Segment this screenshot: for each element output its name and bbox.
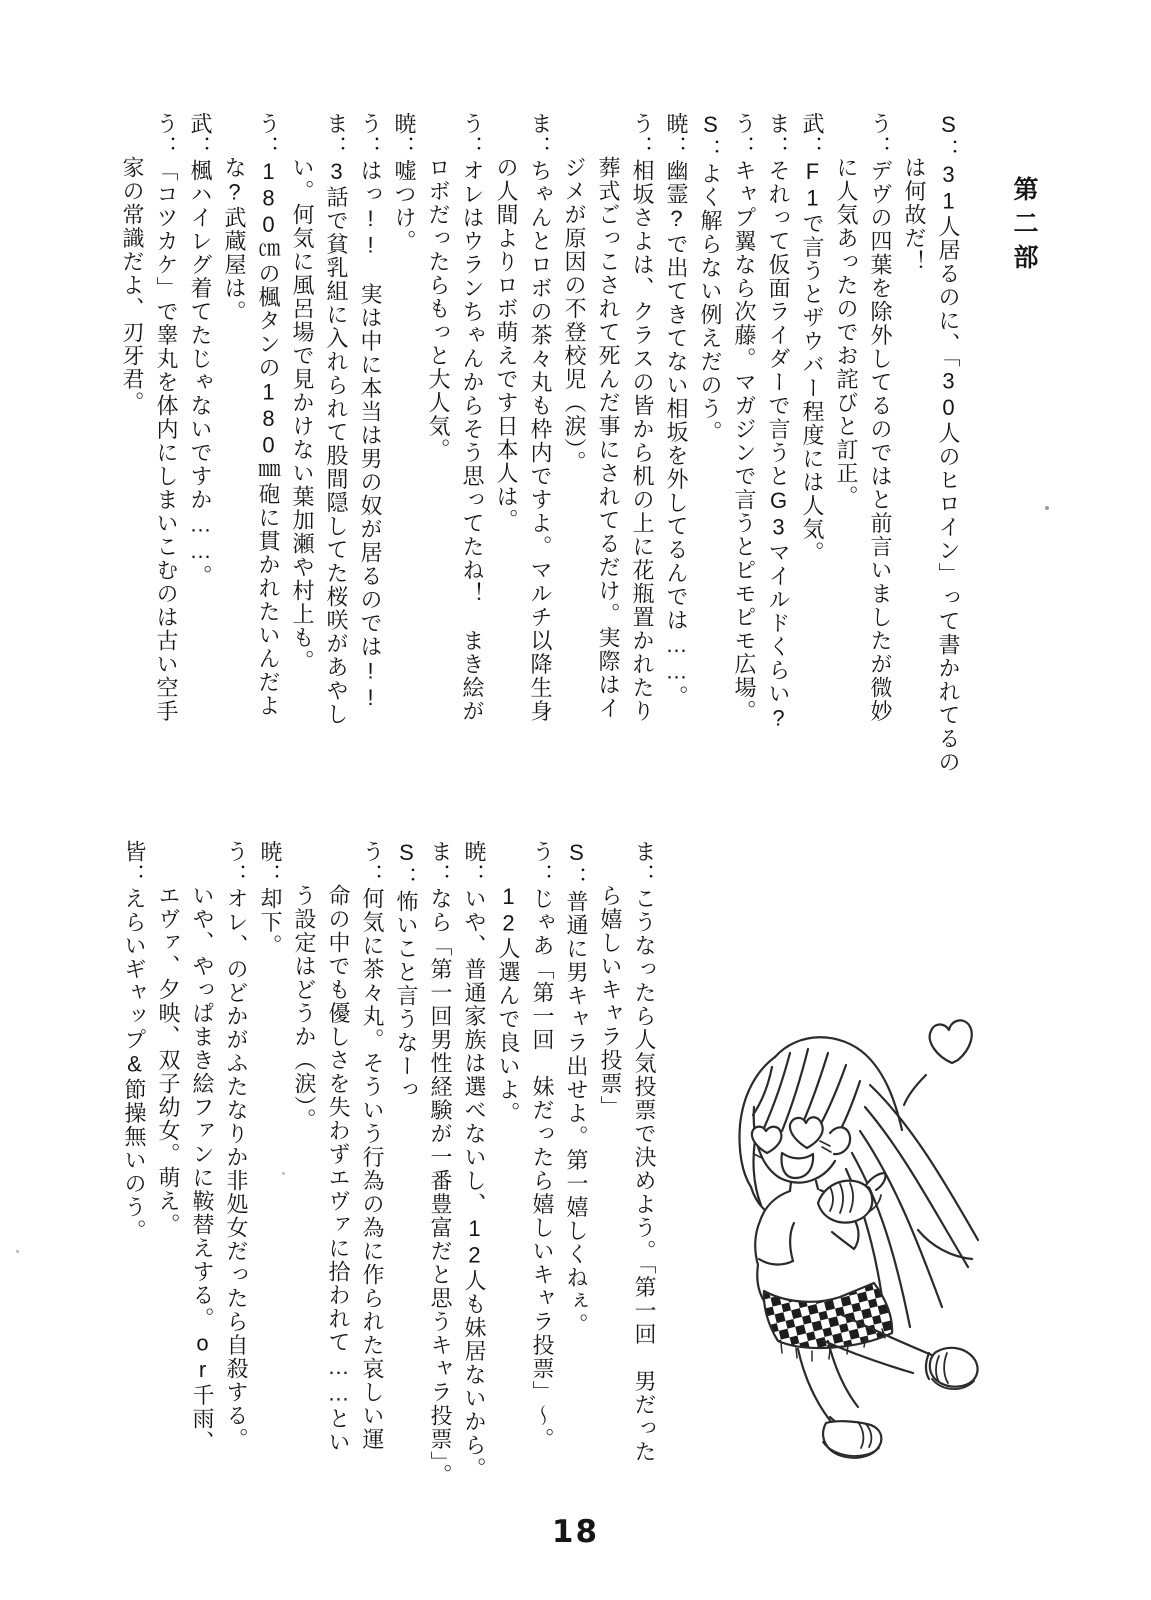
dialogue-line: S：31人居るのに、「30人のヒロイン」って書かれてるの: [936, 112, 961, 774]
dialogue-line: 武：楓ハイレグ着てたじゃないですか……。: [188, 112, 213, 588]
scan-speck: [1045, 506, 1049, 510]
dialogue-line: 家の常識だよ、刃牙君。: [120, 156, 145, 415]
dialogue-line: い。何気に風呂場で見かけない葉加瀬や村上も。: [290, 156, 315, 673]
dialogue-block-2: [117, 840, 661, 1516]
section-title: 第二部: [1010, 176, 1038, 278]
dialogue-line: ジメが原因の不登校児（涙）。: [562, 156, 587, 474]
dialogue-line: ま：こうなったら人気投票で決めよう。「第一回 男だった: [632, 840, 657, 1464]
dialogue-line: う：はっ!! 実は中に本当は男の奴が居るのでは!!: [358, 112, 383, 712]
dialogue-line: う設定はどうか（涙）。: [292, 884, 317, 1132]
page-number: 18: [551, 1514, 600, 1550]
dialogue-line: S：怖いこと言うなーっ: [394, 840, 419, 1102]
dialogue-line: エヴァ、夕映、双子幼女。萌え。: [156, 884, 181, 1237]
dialogue-line: ロボだったらもっと大人気。: [426, 156, 451, 462]
scan-speck: [16, 1250, 19, 1253]
dialogue-line: 暁：却下。: [258, 840, 283, 958]
dialogue-line: ま：ちゃんとロボの茶々丸も枠内ですよ。マルチ以降生身: [528, 112, 553, 723]
dialogue-line: 暁：嘘つけ。: [392, 112, 417, 253]
dialogue-line: う：「コツカケ」で睾丸を体内にしまいこむのは古い空手: [154, 112, 179, 723]
dialogue-line: う：オレはウランちゃんからそう思ってたね！ まき絵が: [460, 112, 485, 723]
dialogue-block-1: [115, 112, 1043, 788]
dialogue-line: 12人選んで良いよ。: [496, 884, 521, 1125]
dialogue-line: 葬式ごっこされて死んだ事にされてるだけ。実際はイ: [596, 156, 621, 720]
dialogue-line: ま：3話で貧乳組に入れられて股間隠してた桜咲があやし: [324, 112, 349, 726]
dialogue-line: は何故だ！: [902, 156, 927, 274]
dialogue-line: う：キャプ翼なら次藤。マガジンで言うとピモピモ広場。: [732, 112, 757, 723]
dialogue-line: いや、やっぱまき絵ファンに鞍替えする。or千雨、: [190, 884, 215, 1454]
heart-icon: [904, 1020, 972, 1105]
dialogue-line: 命の中でも優しさを失わずエヴァに拾われて……とい: [326, 884, 351, 1454]
dialogue-line: S：よく解らない例えだのう。: [698, 112, 723, 444]
dialogue-line: う：相坂さよは、クラスの皆から机の上に花瓶置かれたり: [630, 112, 655, 723]
dialogue-line: の人間よりロボ萌えです日本人は。: [494, 156, 519, 532]
dialogue-line: 暁：幽霊?で出てきてない相坂を外してるんでは……。: [664, 112, 689, 709]
dialogue-line: S：普通に男キャラ出せよ。第一嬉しくねぇ。: [564, 840, 589, 1337]
dialogue-line: ま：なら「第一回男性経験が一番豊富だと思うキャラ投票」。: [428, 840, 453, 1487]
dialogue-line: う：オレ、のどかがふたなりか非処女だったら自殺する。: [224, 840, 249, 1451]
dialogue-line: ま：それって仮面ライダーで言うとG3マイルドくらい?: [766, 112, 791, 732]
scan-speck: [282, 1172, 285, 1175]
dialogue-line: う：デヴの四葉を除外してるのではと前言いましたが微妙: [868, 112, 893, 723]
dialogue-line: な?武蔵屋は。: [222, 156, 247, 324]
dialogue-line: に人気あったのでお詫びと訂正。: [834, 156, 859, 509]
dialogue-line: 皆：えらいギャップ&節操無いのう。: [122, 840, 147, 1243]
dialogue-line: 暁：いや、普通家族は選べないし、12人も妹居ないから。: [462, 840, 487, 1481]
dialogue-line: ら嬉しいキャラ投票」: [598, 884, 623, 1119]
dialogue-line: 武：F1で言うとザウバー程度には人気。: [800, 112, 825, 565]
chibi-girl-illustration: [680, 935, 1000, 1475]
dialogue-line: う：じゃあ「第一回 妹だったら嬉しいキャラ投票」～。: [530, 840, 555, 1451]
dialogue-line: う：何気に茶々丸。そういう行為の為に作られた哀しい運: [360, 840, 385, 1451]
dialogue-line: う：180㎝の楓タンの180㎜砲に貫かれたいんだよ: [256, 112, 281, 718]
